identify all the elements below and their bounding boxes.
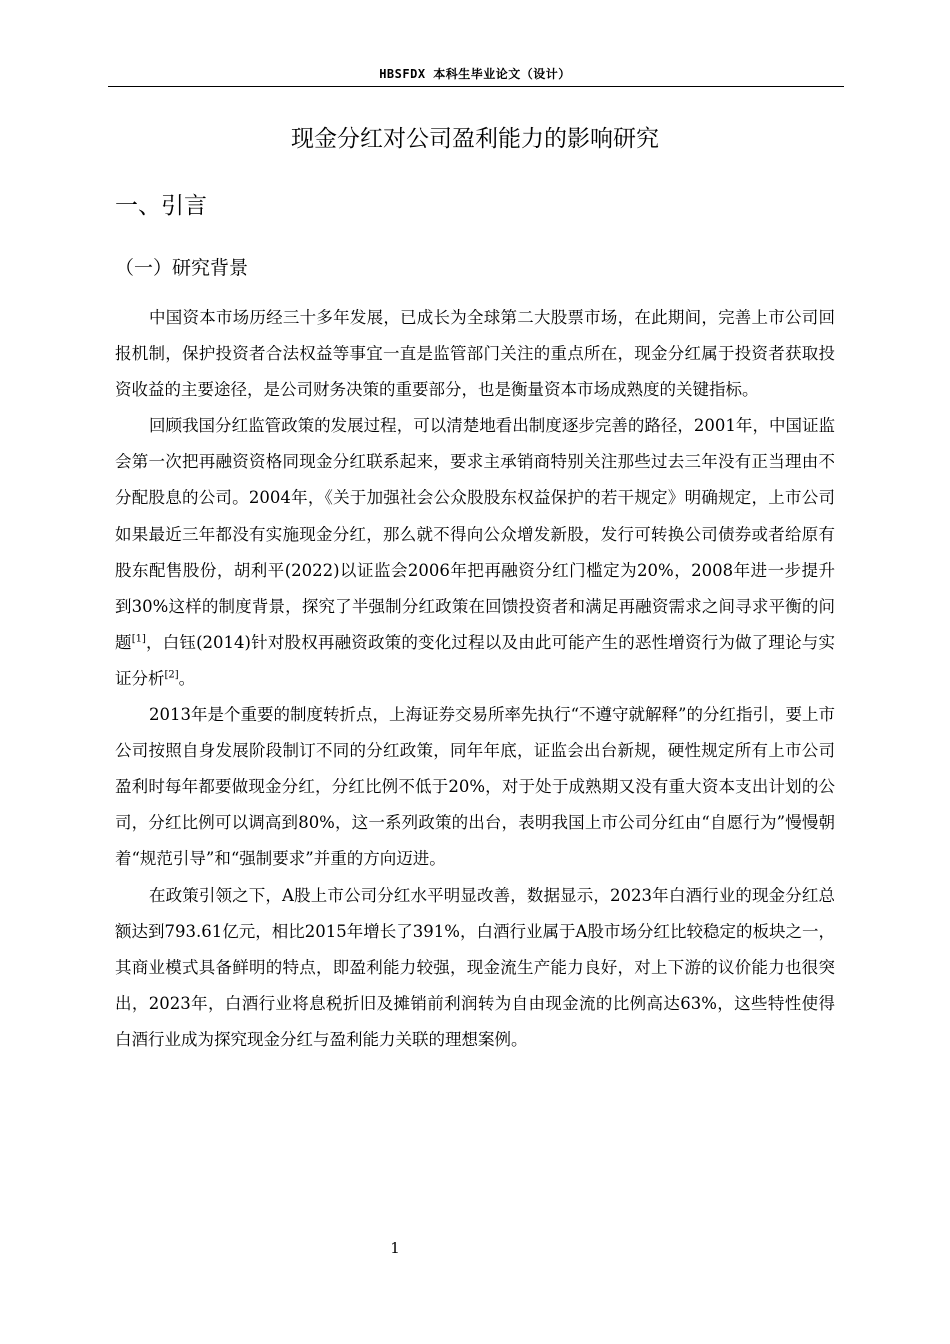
body-text — [115, 300, 835, 1058]
paragraph-2 — [115, 408, 835, 697]
paragraph-2-text-c: 。 — [178, 668, 196, 688]
paragraph-3: 2013年是个重要的制度转折点，上海证券交易所率先执行“不遵守就解释”的分红指引，要上市公司按照自身发展阶段制订不同的分红政策，同年年底，证监会出台新规，硬性规定所有上市公司盈利时每年都要做现金分红，分红比例不低于20%，对于处于成熟期又没有重大资本支出计划的公司，分红比例可以调高到80%，这一系列政策的出台，表明我国上市公司分红由“自愿行为”慢慢朝着“规范引导”和“强制要求”并重的方向迈进。 — [115, 705, 835, 869]
citation-ref-1: [1] — [131, 633, 146, 645]
document-title: 现金分红对公司盈利能力的影响研究 — [291, 126, 659, 152]
paragraph-4: 在政策引领之下，A股上市公司分红水平明显改善，数据显示，2023年白酒行业的现金分红总额达到793.61亿元，相比2015年增长了391%，白酒行业属于A股市场分红比较稳定的板块之一，其商业模式具备鲜明的特点，即盈利能力较强，现金流生产能力良好，对上下游的议价能力也很突出，2023年，白酒行业将息税折旧及摊销前利润转为自由现金流的比例高达63%，这些特性使得白酒行业成为探究现金分红与盈利能力关联的理想案例。 — [115, 885, 835, 1049]
header-divider — [108, 86, 844, 87]
page-number: 1 — [390, 1239, 400, 1257]
paragraph-2-text-b: ，白钰(2014)针对股权再融资政策的变化过程以及由此可能产生的恶性增资行为做了理论与实证分析 — [115, 632, 835, 688]
citation-ref-2: [2] — [164, 669, 179, 681]
section-heading-introduction: 一、引言 — [115, 193, 207, 219]
subsection-heading-research-background: （一）研究背景 — [115, 257, 249, 279]
paragraph-2-text-a: 回顾我国分红监管政策的发展过程，可以清楚地看出制度逐步完善的路径，2001年，中国证监会第一次把再融资资格同现金分红联系起来，要求主承销商特别关注那些过去三年没有正当理由不分配股息的公司。2004年，《关于加强社会公众股股东权益保护的若干规定》明确规定，上市公司如果最近三年都没有实施现金分红，那么就不得向公众增发新股，发行可转换公司债券或者给原有股东配售股份，胡利平(2022)以证监会2006年把再融资分红门槛定为20%，2008年进一步提升到30%这样的制度背景，探究了半强制分红政策在回馈投资者和满足再融资需求之间寻求平衡的问题 — [115, 416, 835, 652]
paragraph-1: 中国资本市场历经三十多年发展，已成长为全球第二大股票市场，在此期间，完善上市公司回报机制，保护投资者合法权益等事宜一直是监管部门关注的重点所在，现金分红属于投资者获取投资收益的主要途径，是公司财务决策的重要部分，也是衡量资本市场成熟度的关键指标。 — [115, 308, 835, 400]
page-header: HBSFDX 本科生毕业论文（设计） — [379, 67, 571, 81]
